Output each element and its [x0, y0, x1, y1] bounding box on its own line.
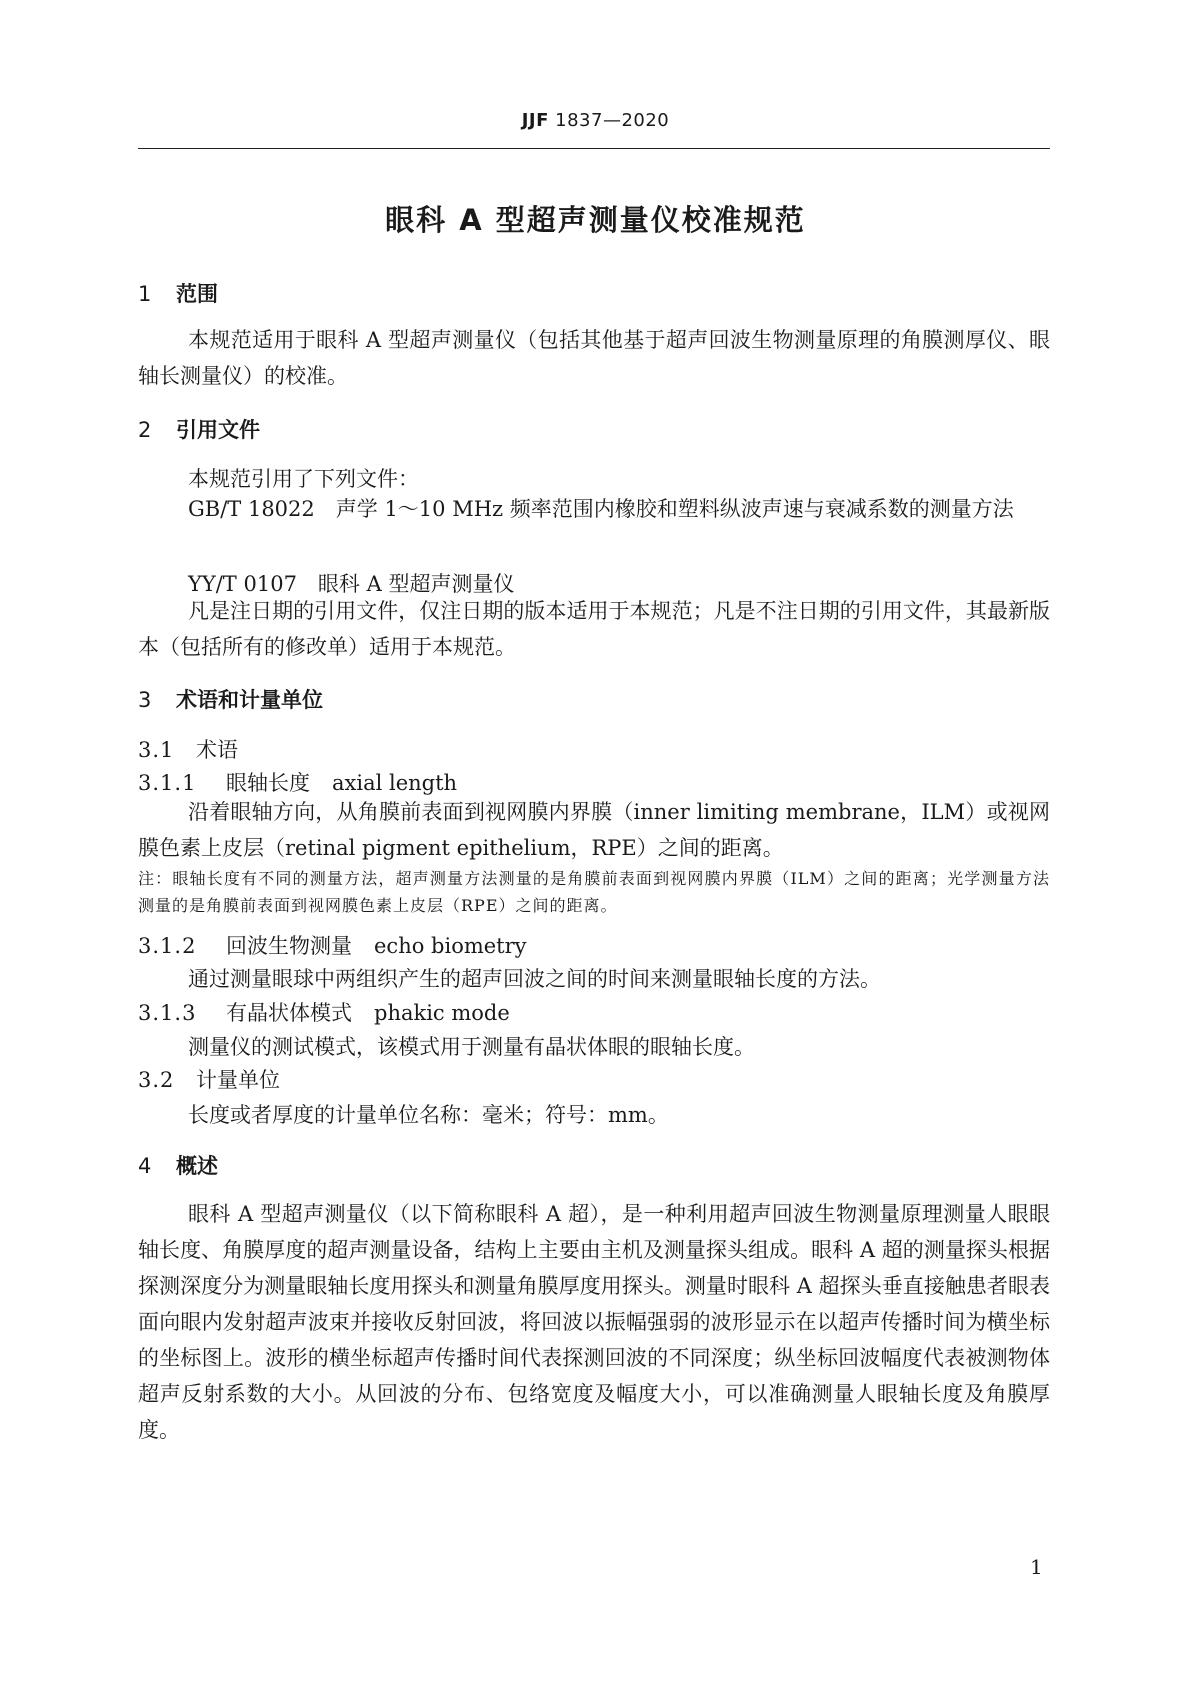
subsection-number: 3.1 [138, 738, 175, 762]
section-number: 3 [138, 688, 152, 712]
term-english: phakic mode [374, 1001, 510, 1025]
subsection-title: 术语 [196, 738, 238, 762]
section-3-heading [138, 684, 323, 714]
header-code-number: 1837—2020 [548, 110, 670, 131]
subsection-3-1 [138, 734, 238, 764]
term-3-1-1-definition: 沿着眼轴方向，从角膜前表面到视网膜内界膜（inner limiting membrane，ILM）或视网膜色素上皮层（retinal pigment epithelium，RPE）之间的距离。 [138, 800, 1050, 860]
term-title: 眼轴长度 [226, 771, 310, 795]
section-number: 2 [138, 418, 152, 442]
page-number: 1 [1030, 1555, 1043, 1579]
term-number: 3.1.3 [138, 1001, 197, 1025]
reference-gbt-18022: GB/T 18022 声学 1～10 MHz 频率范围内橡胶和塑料纵波声速与衰减系数的测量方法 [188, 497, 1014, 521]
term-english: axial length [332, 771, 458, 795]
section-4-heading [138, 1150, 218, 1180]
document-title: 眼科 A 型超声测量仪校准规范 [385, 203, 806, 237]
term-english: echo biometry [374, 934, 527, 958]
subsection-title: 计量单位 [196, 1068, 280, 1092]
section-title: 术语和计量单位 [176, 688, 323, 712]
term-3-1-2 [138, 930, 527, 960]
header-code-prefix: JJF [521, 110, 549, 131]
term-title: 有晶状体模式 [226, 1001, 352, 1025]
term-number: 3.1.2 [138, 934, 197, 958]
subsection-number: 3.2 [138, 1068, 175, 1092]
references-dating-rule: 凡是注日期的引用文件，仅注日期的版本适用于本规范；凡是不注日期的引用文件，其最新版本（包括所有的修改单）适用于本规范。 [138, 599, 1050, 659]
section-title: 引用文件 [176, 418, 260, 442]
term-title: 回波生物测量 [226, 934, 352, 958]
running-header [0, 110, 1191, 131]
header-rule [138, 148, 1050, 149]
section-title: 范围 [176, 282, 218, 306]
term-3-1-1-note: 注：眼轴长度有不同的测量方法，超声测量方法测量的是角膜前表面到视网膜内界膜（ILM）之间的距离；光学测量方法测量的是角膜前表面到视网膜色素上皮层（RPE）之间的距离。 [138, 869, 1050, 915]
section-title: 概述 [176, 1154, 218, 1178]
section-1-heading [138, 278, 218, 308]
section-4-paragraph: 眼科 A 型超声测量仪（以下简称眼科 A 超），是一种利用超声回波生物测量原理测量人眼眼轴长度、角膜厚度的超声测量设备，结构上主要由主机及测量探头组成。眼科 A 超的测量探头根据探测深度分为测量眼轴长度用探头和测量角膜厚度用探头。测量时眼科 A 超探头垂直接触患者眼表面向眼内发射超声波束并接收反射回波，将回波以振幅强弱的波形显示在以超声传播时间为横坐标的坐标图上。波形的横坐标超声传播时间代表探测回波的不同深度；纵坐标回波幅度代表被测物体超声反射系数的大小。从回波的分布、包络宽度及幅度大小，可以准确测量人眼轴长度及角膜厚度。 [138, 1202, 1050, 1442]
units-definition: 长度或者厚度的计量单位名称：毫米；符号：mm。 [188, 1103, 669, 1127]
section-number: 4 [138, 1154, 152, 1178]
term-3-1-3 [138, 997, 510, 1027]
references-intro: 本规范引用了下列文件： [188, 467, 419, 491]
term-number: 3.1.1 [138, 771, 197, 795]
subsection-3-2 [138, 1064, 280, 1094]
section-1-paragraph: 本规范适用于眼科 A 型超声测量仪（包括其他基于超声回波生物测量原理的角膜测厚仪、眼轴长测量仪）的校准。 [138, 328, 1050, 388]
term-3-1-1 [138, 767, 457, 797]
section-2-heading [138, 414, 260, 444]
term-3-1-3-definition: 测量仪的测试模式，该模式用于测量有晶状体眼的眼轴长度。 [188, 1035, 755, 1059]
section-number: 1 [138, 282, 152, 306]
term-3-1-2-definition: 通过测量眼球中两组织产生的超声回波之间的时间来测量眼轴长度的方法。 [188, 967, 881, 991]
reference-yyt-0107: YY/T 0107 眼科 A 型超声测量仪 [188, 572, 515, 596]
